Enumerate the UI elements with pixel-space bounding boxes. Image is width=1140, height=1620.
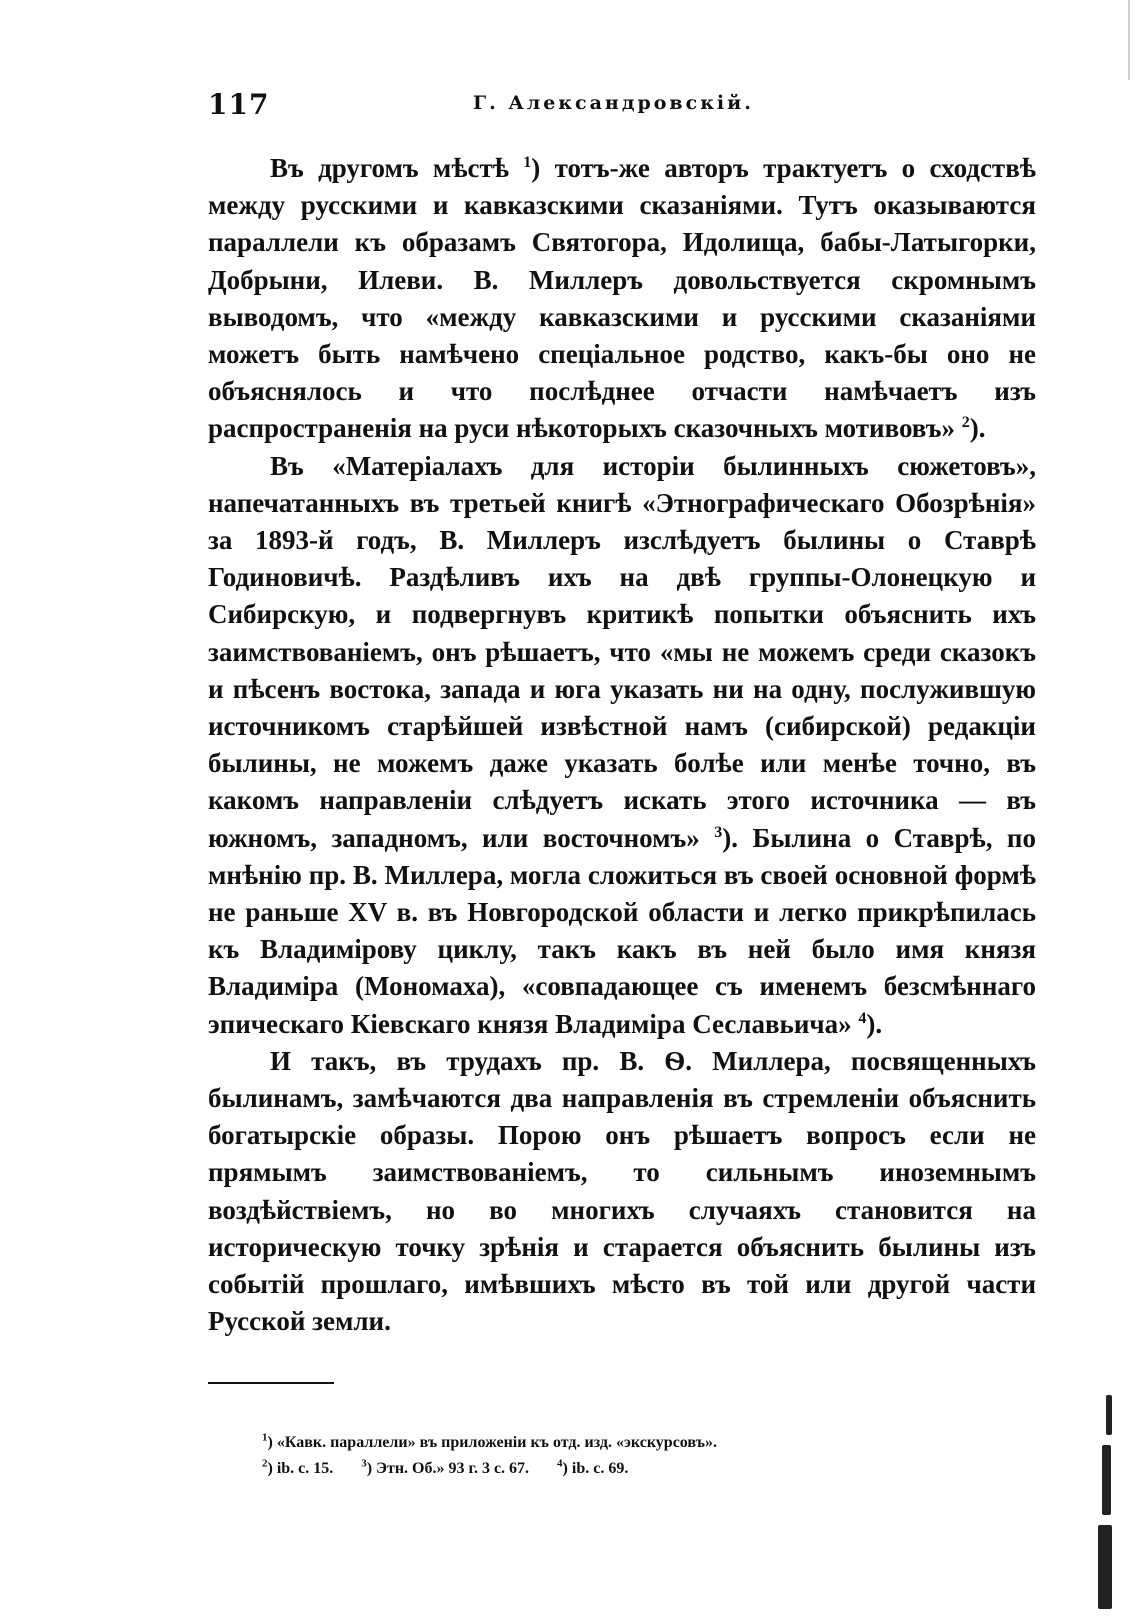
footnote-number: 4 — [557, 1457, 563, 1470]
footnote-reference: 1 — [523, 154, 532, 171]
footnotes — [262, 1430, 1022, 1482]
body-text — [208, 150, 1036, 1341]
paragraph-text: И такъ, въ трудахъ пр. В. Ѳ. Миллера, посвященныхъ былинамъ, замѣчаются два направленія въ стремленіи объяснить богатырскіе образы. Порою онъ рѣшаетъ вопросъ если не прямымъ заимствованіемъ, то сильнымъ иноземнымъ воздѣйствіемъ, но во многихъ случаяхъ становится на историческую точку зрѣнія и старается объяснить былины изъ событій прошлаго, имѣвшихъ мѣсто въ той или другой части Русской земли. — [208, 1045, 1036, 1337]
footnote-reference: 2 — [961, 414, 970, 432]
page-header — [208, 88, 1038, 128]
footnote-number: 1 — [262, 1431, 268, 1444]
paragraph-text: Въ «Матеріалахъ для исторіи былинныхъ сюжетовъ», напечатанныхъ въ третьей книгѣ «Этнографическаго Обозрѣнія» за 1893-й годъ, В. Миллеръ изслѣдуетъ былины о Ставрѣ Годиновичѣ. Раздѣливъ ихъ на двѣ группы-Олонецкую и Сибирскую, и подвергнувъ критикѣ попытки объяснить ихъ заимствованіемъ, онъ рѣшаетъ, что «мы не можемъ среди сказокъ и пѣсенъ востока, запада и юга указать ни на одну, послужившую источникомъ старѣйшей извѣстной намъ (сибирской) редакціи былины, не можемъ даже указать болѣе или менѣе точно, въ какомъ направленіи слѣдуетъ искать этого источника — въ южномъ, западномъ, или восточномъ» — [208, 450, 1036, 853]
footnote-reference: 3 — [714, 823, 723, 841]
paragraph-text: ). — [969, 413, 986, 444]
paragraph-text: ) тотъ-же авторъ трактуетъ о сходствѣ между русскими и кавказскими сказаніями. Тутъ оказываются параллели къ образамъ Святогора, Идолища, бабы-Латыгорки, Добрыни, Илеви. В. Миллеръ довольствуется скромнымъ выводомъ, что «между кавказскими и русскими сказаніями можетъ быть намѣчено спеціальное родство, какъ-бы оно не объяснялось и что послѣднее отчасти намѣчаетъ изъ распространенія на руси нѣкоторыхъ сказочныхъ мотивовъ» — [208, 153, 1036, 444]
page-number: 117 — [208, 88, 270, 121]
footnote-text: ) «Кавк. параллели» въ приложеніи къ отд. изд. «экскурсовъ». — [267, 1434, 717, 1451]
footnote-line — [262, 1456, 1022, 1482]
footnote-divider — [208, 1382, 334, 1384]
running-head-author: Г. Александровскій. — [473, 92, 754, 114]
paragraph — [208, 150, 1036, 448]
paragraph-text: Въ другомъ мѣстѣ — [270, 153, 524, 183]
paragraph-text: ). — [866, 1008, 883, 1039]
footnote-reference: 4 — [858, 1009, 867, 1027]
footnote-line — [262, 1430, 1022, 1456]
footnote-number: 2 — [262, 1457, 268, 1470]
paragraph — [208, 1043, 1036, 1341]
scan-margin-line — [1128, 0, 1130, 80]
paragraph-text: ). Былина о Ставрѣ, по мнѣнію пр. В. Миллера, могла сложиться въ своей основной формѣ не раньше XV в. въ Новгородской области и легко прикрѣпилась къ Владимірову циклу, такъ какъ въ ней было имя князя Владиміра (Мономаха), «совпадающее съ именемъ безсмѣннаго эпическаго Кіевскаго князя Владиміра Сеславьича» — [208, 822, 1036, 1039]
footnote-number: 3 — [361, 1457, 367, 1470]
scan-edge-artifact — [1092, 1395, 1122, 1615]
footnote-text: ) ib. с. 69. — [562, 1460, 629, 1477]
footnote-text: ) Этн. Об.» 93 г. 3 с. 67. — [366, 1460, 530, 1477]
footnote-text: ) ib. с. 15. — [267, 1460, 334, 1477]
paragraph — [208, 448, 1036, 1043]
